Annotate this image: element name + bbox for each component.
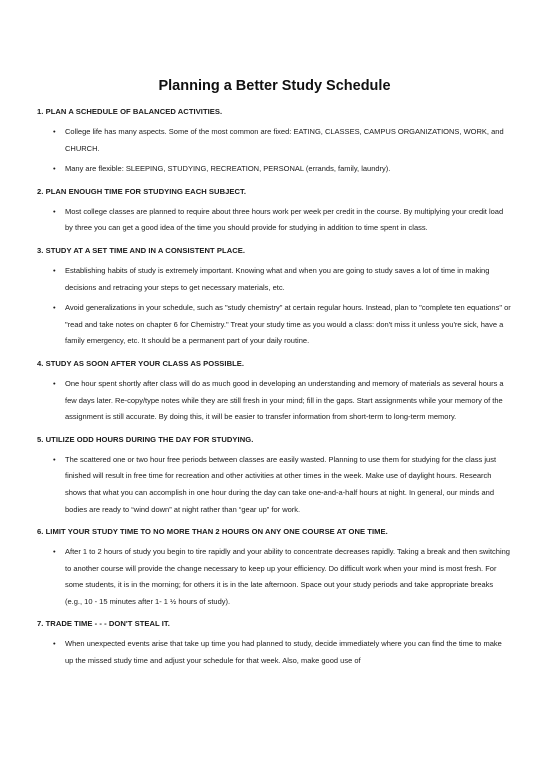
section-heading: 5. UTILIZE ODD HOURS DURING THE DAY FOR STUDYING. (37, 434, 254, 444)
list-item-text: Establishing habits of study is extremely important. Knowing what and when you are going to study saves a lot of time in making decisions and retracing your steps to get necessary materials, etc. (65, 265, 490, 292)
list-item (37, 544, 512, 610)
bullet-list (37, 636, 512, 669)
list-item-text: College life has many aspects. Some of the most common are fixed: EATING, CLASSES, CAMPUS ORGANIZATIONS, WORK, and CHURCH. (65, 127, 504, 153)
bullet-icon: • (53, 164, 56, 174)
list-item-text: One hour spent shortly after class will do as much good in developing an understanding and memory of materials as several hours a few days later. Re-copy/type notes while they are still fresh in your mind; fill in the gaps. Start assignments while your memory of the assignment is still accurate. By doing this, it will be easier to transfer information from short-term to long-term memory. (65, 378, 504, 422)
list-item (37, 161, 512, 178)
bullet-icon: • (53, 265, 56, 275)
bullet-icon: • (53, 206, 56, 216)
bullet-icon: • (53, 378, 56, 388)
list-item (37, 263, 512, 296)
list-item (37, 204, 512, 237)
list-item (37, 300, 512, 350)
list-item (37, 452, 512, 518)
section-heading: 2. PLAN ENOUGH TIME FOR STUDYING EACH SUBJECT. (37, 186, 247, 196)
bullet-icon: • (53, 454, 56, 464)
section-4 (37, 358, 512, 426)
document-title: Planning a Better Study Schedule (158, 78, 391, 94)
section-heading: 7. TRADE TIME - - - DON'T STEAL IT. (37, 619, 170, 629)
section-5 (37, 434, 512, 518)
list-item (37, 376, 512, 426)
bullet-icon: • (53, 547, 56, 557)
bullet-list (37, 452, 512, 518)
list-item-text: Avoid generalizations in your schedule, such as "study chemistry" at certain regular hours. Instead, plan to "complete ten equations" or "read and take notes on chapter 6 for Chemistry." Treat your study time as you would a class: don't miss it unless you're sick, have a family emergency, etc. It should be a permanent part of your daily routine. (65, 303, 511, 346)
list-item-text: Most college classes are planned to require about three hours work per week per credit in the course. By multiplying your credit load by three you can get a good idea of the time you should provide for studying in addition to time spent in class. (65, 206, 504, 233)
bullet-list (37, 263, 512, 350)
bullet-icon: • (53, 303, 56, 313)
section-1 (37, 106, 512, 178)
section-heading: 6. LIMIT YOUR STUDY TIME TO NO MORE THAN 2 HOURS ON ANY ONE COURSE AT ONE TIME. (37, 527, 388, 537)
section-heading: 3. STUDY AT A SET TIME AND IN A CONSISTENT PLACE. (37, 245, 246, 255)
list-item-text: The scattered one or two hour free periods between classes are easily wasted. Planning to use them for studying for the class just finished will result in free time for recreation and other activities at other times in the week. Make use of daylight hours. Research shows that what you can accomplish in one hour during the day can take one-and-a-half hours at night. In general, our minds and bodies are ready to “wind down” at night rather than “gear up” for work. (65, 454, 497, 514)
list-item-text: Many are flexible: SLEEPING, STUDYING, RECREATION, PERSONAL (errands, family, laundry). (65, 164, 391, 174)
section-heading: 4. STUDY AS SOON AFTER YOUR CLASS AS POSSIBLE. (37, 358, 245, 368)
section-7 (37, 618, 512, 669)
list-item (37, 124, 512, 157)
bullet-list (37, 544, 512, 610)
bullet-icon: • (53, 127, 56, 136)
section-2 (37, 186, 512, 237)
list-item-text: When unexpected events arise that take up time you had planned to study, decide immediately where you can find the time to make up the missed study time and adjust your schedule for that week. Also, make good use of (65, 639, 502, 666)
bullet-list (37, 204, 512, 237)
bullet-icon: • (53, 639, 56, 649)
sections-container (37, 106, 512, 670)
section-3 (37, 245, 512, 350)
list-item-text: After 1 to 2 hours of study you begin to tire rapidly and your ability to concentrate decreases rapidly. Taking a break and then switching to another course will provide the change necessary to keep up your efficiency. Do difficult work when your mind is most fresh. For some students, it is in the morning; for others it is in the late afternoon. Space out your study periods and take appropriate breaks (e.g., 10 - 15 minutes after 1- 1 ½ hours of study). (65, 547, 510, 606)
section-6 (37, 526, 512, 610)
bullet-list (37, 376, 512, 426)
bullet-list (37, 124, 512, 178)
section-heading: 1. PLAN A SCHEDULE OF BALANCED ACTIVITIES. (37, 107, 223, 116)
list-item (37, 636, 512, 669)
